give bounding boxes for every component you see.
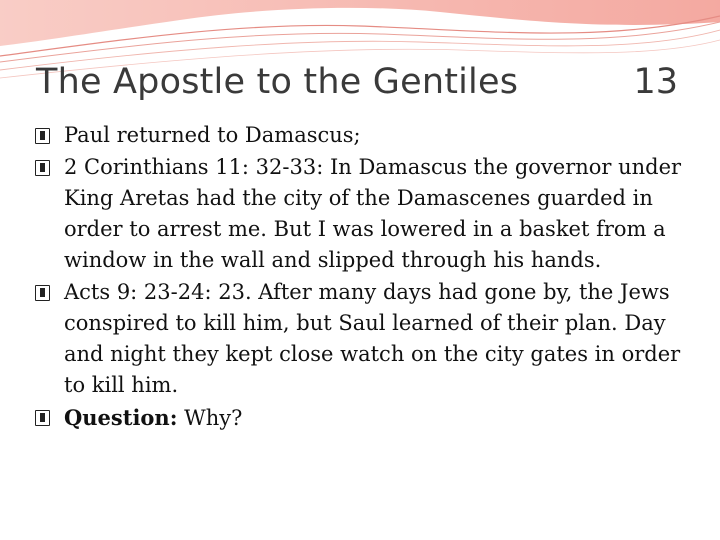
bullet-item	[34, 402, 684, 434]
bullet-box-icon	[35, 128, 50, 144]
bullet-item	[34, 277, 684, 401]
bullet-item	[34, 152, 684, 276]
slide-title: The Apostle to the Gentiles	[36, 62, 519, 102]
bullet-box-icon	[35, 410, 50, 426]
bullet-text: Acts 9: 23-24: 23. After many days had gone by, the Jews conspired to kill him, but Saul learned of their plan. Day and night they kept close watch on the city gates in order to kill him.	[64, 280, 681, 397]
slide-number: 13	[633, 62, 678, 102]
question-label: Question:	[64, 405, 178, 430]
question-text: Why?	[177, 406, 243, 430]
bullet-box-icon	[35, 160, 50, 176]
bullet-item	[34, 120, 684, 151]
bullet-text: Paul returned to Damascus;	[64, 123, 361, 147]
bullet-text: 2 Corinthians 11: 32-33: In Damascus the governor under King Aretas had the city of the Damascenes guarded in order to arrest me. But I was lowered in a basket from a window in the wall and slipped through his hands.	[64, 155, 682, 272]
bullet-list	[34, 120, 684, 435]
bullet-box-icon	[35, 285, 50, 301]
